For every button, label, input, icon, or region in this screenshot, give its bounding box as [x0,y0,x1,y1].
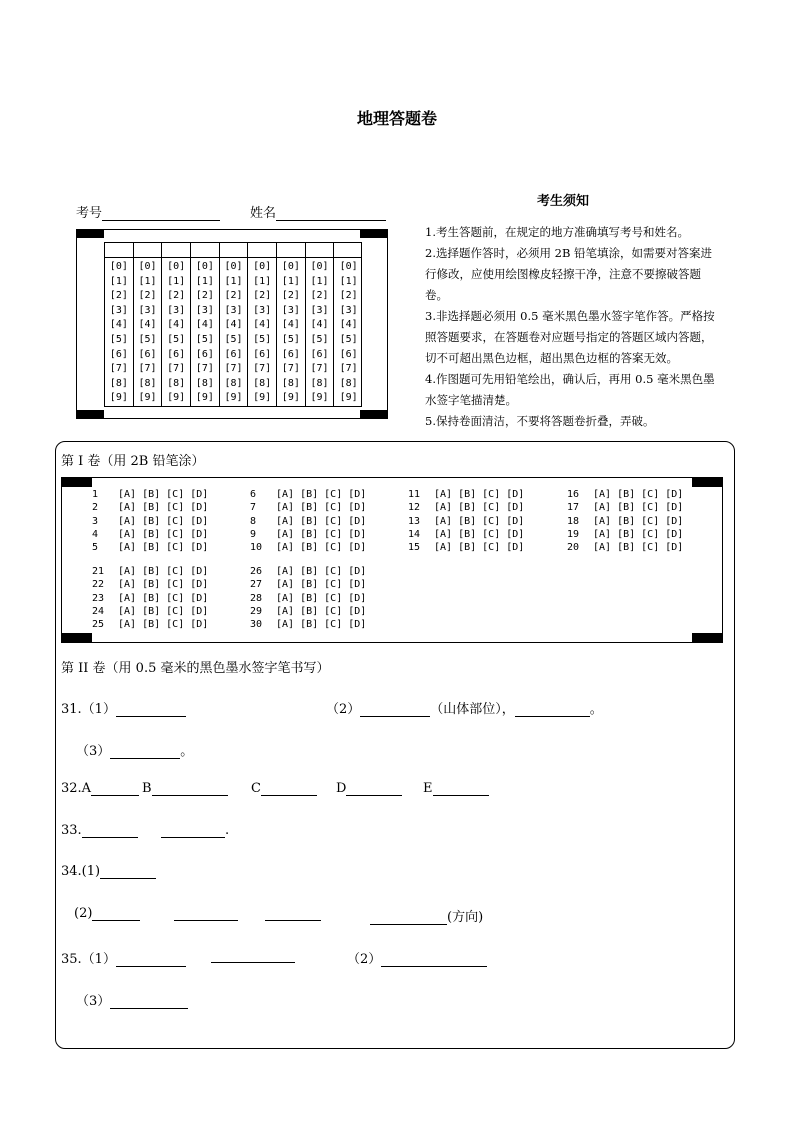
q32-e-label: E [423,781,433,796]
question-number: 4 [92,528,99,540]
option-bubbles[interactable]: [A] [B] [C] [D] [276,502,367,514]
punctuation: 。 [589,702,603,717]
q32-a-label: 32.A [61,781,92,796]
option-bubbles[interactable]: [A] [B] [C] [D] [118,489,209,500]
part1-label: 第 I 卷（用 2B 铅笔涂） [61,454,205,469]
digit-bubble[interactable]: [9] [109,392,128,404]
option-bubbles[interactable]: [A] [B] [C] [D] [276,619,367,631]
digit-bubble[interactable]: [8] [339,377,358,389]
q32-d-label: D [336,781,347,796]
choice-question[interactable] [92,528,208,541]
option-bubbles[interactable]: [A] [B] [C] [D] [434,489,525,500]
digit-bubble[interactable]: [0] [138,261,157,272]
choice-question[interactable] [408,501,524,514]
choice-question[interactable] [92,592,208,605]
choice-question[interactable] [567,541,683,554]
digit-bubble[interactable]: [9] [138,392,157,404]
q31-part2[interactable] [326,698,603,717]
digit-bubble[interactable]: [0] [281,261,300,272]
answer-blank[interactable] [116,702,186,717]
q31-part3[interactable] [76,740,193,759]
notice-item: 5.保持卷面清洁，不要将答题卷折叠，弄破。 [425,414,655,428]
digit-bubble[interactable]: [5] [109,334,128,345]
q31-2-label: （2） [326,702,361,717]
question-number: 25 [92,619,105,631]
digit-bubble[interactable]: [1] [339,275,358,287]
digit-bubble[interactable]: [2] [195,290,214,302]
digit-bubble[interactable]: [8] [195,377,214,389]
exam-number-underline[interactable] [102,206,220,221]
choice-question[interactable] [408,515,524,528]
question-number: 26 [250,566,263,577]
option-bubbles[interactable]: [A] [B] [C] [D] [276,528,367,540]
answer-blank[interactable] [381,952,487,967]
digit-bubble[interactable]: [5] [224,334,243,345]
question-number: 14 [408,528,421,540]
answer-blank[interactable] [161,823,225,838]
digit-bubble[interactable]: [8] [224,377,243,389]
exam-number-box [76,229,388,419]
name-underline[interactable] [276,206,386,221]
digit-bubble[interactable]: [4] [224,319,243,331]
choice-question[interactable] [250,515,366,528]
answer-blank[interactable] [360,702,430,717]
choice-question[interactable] [92,605,208,618]
q32-b[interactable] [142,781,228,796]
corner-mark [62,478,92,487]
digit-bubble[interactable]: [2] [310,290,329,302]
digit-bubble[interactable]: [2] [339,290,358,302]
exam-digit-column [306,243,335,406]
digit-bubble[interactable]: [3] [281,304,300,316]
digit-bubble[interactable]: [3] [195,304,214,316]
question-number: 7 [250,502,257,514]
name-field[interactable] [250,202,386,221]
choice-question[interactable] [567,501,683,514]
corner-mark [360,410,387,418]
question-number: 22 [92,579,105,591]
direction-hint: (方向) [447,910,484,925]
q32-e[interactable] [423,781,489,796]
option-bubbles[interactable]: [A] [B] [C] [D] [276,605,367,617]
digit-bubble[interactable]: [5] [310,334,329,345]
digit-bubble[interactable]: [3] [339,304,358,316]
digit-bubble[interactable]: [2] [109,290,128,302]
digit-bubble[interactable]: [5] [167,334,186,345]
question-number: 10 [250,542,263,554]
answer-blank[interactable] [261,781,317,796]
digit-bubble[interactable]: [0] [167,261,186,272]
answer-blank[interactable] [265,906,321,921]
option-bubbles[interactable]: [A] [B] [C] [D] [276,489,367,500]
question-number: 30 [250,619,263,631]
choice-question[interactable] [250,565,366,578]
option-bubbles[interactable]: [A] [B] [C] [D] [276,579,367,591]
q35-2-label: （2） [347,952,382,967]
digit-bubble[interactable]: [7] [281,363,300,375]
question-number: 1 [92,489,99,500]
punctuation: . [225,823,230,838]
digit-bubble[interactable]: [9] [195,392,214,404]
digit-bubble[interactable]: [6] [310,348,329,360]
answer-blank[interactable] [346,781,402,796]
choice-question[interactable] [250,541,366,554]
notice-item: 1.考生答题前，在规定的地方准确填写考号和姓名。 [425,225,689,239]
digit-bubble[interactable]: [4] [281,319,300,331]
q35-part2[interactable] [347,948,487,967]
digit-bubble[interactable]: [4] [253,319,272,331]
digit-bubble[interactable]: [6] [167,348,186,360]
q31-3-label: （3） [76,744,111,759]
exam-digit-column [162,243,191,406]
digit-bubble[interactable]: [0] [224,261,243,272]
digit-bubble[interactable]: [5] [281,334,300,345]
digit-bubble[interactable]: [0] [339,261,358,272]
option-bubbles[interactable]: [A] [B] [C] [D] [118,502,209,514]
punctuation: 。 [180,744,194,759]
digit-bubble[interactable]: [6] [195,348,214,360]
digit-bubble[interactable]: [8] [109,377,128,389]
digit-bubble[interactable]: [4] [310,319,329,331]
option-bubbles[interactable]: [A] [B] [C] [D] [118,592,209,604]
digit-bubble[interactable]: [6] [138,348,157,360]
option-bubbles[interactable]: [A] [B] [C] [D] [593,528,684,540]
notice-title: 考生须知 [536,194,589,209]
corner-mark [692,478,722,487]
question-number: 9 [250,528,257,540]
digit-bubble[interactable]: [1] [109,275,128,287]
choice-question[interactable] [92,488,208,501]
digit-bubble[interactable]: [6] [224,348,243,360]
answer-blank[interactable] [100,864,156,879]
option-bubbles[interactable]: [A] [B] [C] [D] [118,528,209,540]
digit-bubble[interactable]: [1] [253,275,272,287]
q35-blank-b[interactable] [211,948,295,963]
q34-2-label: (2) [74,906,93,921]
notice-item: 4.作图题可先用铅笔绘出，确认后，再用 0.5 毫米黑色墨水签字笔描清楚。 [425,372,715,407]
digit-bubble[interactable]: [7] [310,363,329,375]
digit-bubble[interactable]: [3] [109,304,128,316]
digit-bubble[interactable]: [7] [195,363,214,375]
digit-bubble[interactable]: [9] [281,392,300,404]
digit-bubble[interactable]: [0] [195,261,214,272]
digit-bubble[interactable]: [5] [195,334,214,345]
question-number: 20 [567,542,580,554]
question-number: 2 [92,502,99,514]
option-bubbles[interactable]: [A] [B] [C] [D] [118,566,209,577]
option-bubbles[interactable]: [A] [B] [C] [D] [118,605,209,617]
question-number: 12 [408,502,421,514]
digit-bubble[interactable]: [6] [253,348,272,360]
digit-bubble[interactable]: [9] [339,392,358,404]
option-bubbles[interactable]: [A] [B] [C] [D] [118,579,209,591]
digit-bubble[interactable]: [5] [138,334,157,345]
digit-bubble[interactable]: [1] [138,275,157,287]
option-bubbles[interactable]: [A] [B] [C] [D] [593,489,684,500]
digit-bubble[interactable]: [7] [109,363,128,375]
digit-bubble[interactable]: [7] [339,363,358,375]
q34-blank-c[interactable] [265,906,321,921]
digit-bubble[interactable]: [8] [253,377,272,389]
digit-bubble[interactable]: [1] [195,275,214,287]
digit-bubble[interactable]: [0] [253,261,272,272]
digit-bubble[interactable]: [9] [253,392,272,404]
choice-question[interactable] [250,592,366,605]
question-number: 8 [250,515,257,527]
exam-digit-column [248,243,277,406]
digit-bubble[interactable]: [8] [138,377,157,389]
question-number: 11 [408,489,421,500]
page-title: 地理答题卷 [356,109,437,128]
option-bubbles[interactable]: [A] [B] [C] [D] [434,528,525,540]
q34-blank-d[interactable] [370,906,483,925]
question-number: 23 [92,592,105,604]
choice-question[interactable] [250,528,366,541]
answer-blank[interactable] [370,910,447,925]
option-bubbles[interactable]: [A] [B] [C] [D] [276,566,367,577]
choice-question[interactable] [92,541,208,554]
question-number: 5 [92,542,99,554]
q33-2[interactable] [161,823,229,838]
digit-bubble[interactable]: [3] [310,304,329,316]
answer-blank[interactable] [110,744,180,759]
digit-bubble[interactable]: [7] [138,363,157,375]
corner-mark [77,230,104,238]
digit-bubble[interactable]: [4] [167,319,186,331]
digit-bubble[interactable]: [1] [224,275,243,287]
digit-bubble[interactable]: [8] [281,377,300,389]
answer-blank[interactable] [174,906,238,921]
choice-question[interactable] [92,565,208,578]
q32[interactable] [61,781,139,796]
q35-label: 35.（1） [61,952,116,967]
digit-bubble[interactable]: [0] [310,261,329,272]
q34-blank-b[interactable] [174,906,238,921]
digit-bubble[interactable]: [2] [281,290,300,302]
exam-digit-column [134,243,163,406]
exam-digit-column [220,243,249,406]
digit-bubble[interactable]: [7] [224,363,243,375]
exam-digit-column [277,243,306,406]
choice-question[interactable] [92,515,208,528]
choice-question[interactable] [92,578,208,591]
digit-bubble[interactable]: [1] [167,275,186,287]
option-bubbles[interactable]: [A] [B] [C] [D] [276,542,367,554]
question-number: 6 [250,489,257,500]
q35-part3[interactable] [76,990,188,1009]
answer-blank[interactable] [82,823,138,838]
choice-question[interactable] [250,618,366,631]
digit-bubble[interactable]: [5] [253,334,272,345]
question-number: 18 [567,515,580,527]
exam-number-grid [104,242,362,407]
name-label: 姓名 [250,206,277,221]
answer-blank[interactable] [116,952,186,967]
question-number: 21 [92,566,105,577]
q34-label: 34.(1) [61,864,101,879]
choice-question[interactable] [567,515,683,528]
option-bubbles[interactable]: [A] [B] [C] [D] [593,542,684,554]
exam-digit-column [191,243,220,406]
answer-blank[interactable] [152,781,228,796]
choice-question[interactable] [250,578,366,591]
option-bubbles[interactable]: [A] [B] [C] [D] [593,502,684,514]
q32-b-label: B [142,781,152,796]
option-bubbles[interactable]: [A] [B] [C] [D] [434,515,525,527]
answer-blank[interactable] [211,948,295,963]
answer-blank[interactable] [92,906,140,921]
q32-c-label: C [251,781,261,796]
exam-number-label: 考号 [76,206,103,221]
digit-bubble[interactable]: [6] [339,348,358,360]
question-number: 27 [250,579,263,591]
exam-digit-column [105,243,134,406]
corner-mark [62,633,92,642]
answer-blank[interactable] [515,702,590,717]
digit-bubble[interactable]: [3] [167,304,186,316]
digit-bubble[interactable]: [4] [138,319,157,331]
digit-bubble[interactable]: [2] [253,290,272,302]
notice-item: 2.选择题作答时，必须用 2B 铅笔填涂，如需要对答案进行修改，应使用绘图橡皮轻擦干净，注意不要擦破答题卷。 [425,246,713,302]
choice-question[interactable] [250,488,366,501]
digit-bubble[interactable]: [9] [310,392,329,404]
q33[interactable] [61,823,138,838]
notice-item: 3.非选择题必须用 0.5 毫米黑色墨水签字笔作答。严格按照答题要求，在答题卷对应题号指定的答题区域内答题，切不可超出黑色边框，超出黑色边框的答案无效。 [425,309,715,365]
q34-part1[interactable] [61,864,156,879]
choice-question[interactable] [92,501,208,514]
choice-question[interactable] [92,618,208,631]
choice-question[interactable] [408,541,524,554]
corner-mark [692,633,722,642]
corner-mark [360,230,387,238]
digit-bubble[interactable]: [3] [138,304,157,316]
q32-c[interactable] [251,781,317,796]
digit-bubble[interactable]: [2] [138,290,157,302]
exam-digit-column [334,243,363,406]
digit-bubble[interactable]: [0] [109,261,128,272]
digit-bubble[interactable]: [4] [339,319,358,331]
digit-bubble[interactable]: [7] [253,363,272,375]
digit-bubble[interactable]: [4] [109,319,128,331]
digit-bubble[interactable]: [6] [281,348,300,360]
question-number: 19 [567,528,580,540]
digit-bubble[interactable]: [8] [310,377,329,389]
question-number: 24 [92,605,105,617]
q35-3-label: （3） [76,994,111,1009]
part2-label: 第 II 卷（用 0.5 毫米的黑色墨水签字笔书写） [61,661,330,676]
q33-label: 33. [61,823,82,838]
choice-question[interactable] [250,501,366,514]
option-bubbles[interactable]: [A] [B] [C] [D] [118,542,209,554]
q31-label: 31.（1） [61,702,116,717]
option-bubbles[interactable]: [A] [B] [C] [D] [593,515,684,527]
notice-list [425,222,721,432]
digit-bubble[interactable]: [2] [224,290,243,302]
choice-question[interactable] [567,488,683,501]
q31-part1[interactable] [61,698,186,717]
question-number: 29 [250,605,263,617]
option-bubbles[interactable]: [A] [B] [C] [D] [276,515,367,527]
digit-bubble[interactable]: [9] [224,392,243,404]
question-number: 28 [250,592,263,604]
answer-blank[interactable] [433,781,489,796]
digit-bubble[interactable]: [6] [109,348,128,360]
digit-bubble[interactable]: [3] [253,304,272,316]
choice-question[interactable] [250,605,366,618]
option-bubbles[interactable]: [A] [B] [C] [D] [118,515,209,527]
option-bubbles[interactable]: [A] [B] [C] [D] [434,542,525,554]
question-number: 15 [408,542,421,554]
digit-bubble[interactable]: [3] [224,304,243,316]
choice-question[interactable] [567,528,683,541]
option-bubbles[interactable]: [A] [B] [C] [D] [118,619,209,631]
q31-hint: （山体部位）， [430,702,515,717]
answer-blank[interactable] [91,781,139,796]
digit-bubble[interactable]: [5] [339,334,358,345]
q35-part1[interactable] [61,948,186,967]
digit-bubble[interactable]: [4] [195,319,214,331]
digit-bubble[interactable]: [1] [281,275,300,287]
digit-bubble[interactable]: [8] [167,377,186,389]
choice-question[interactable] [408,528,524,541]
choice-answer-box [61,477,723,643]
answer-blank[interactable] [110,994,188,1009]
digit-bubble[interactable]: [2] [167,290,186,302]
digit-bubble[interactable]: [9] [167,392,186,404]
question-number: 16 [567,489,580,500]
choice-question[interactable] [408,488,524,501]
corner-mark [77,410,104,418]
q32-d[interactable] [336,781,402,796]
digit-bubble[interactable]: [1] [310,275,329,287]
q34-part2[interactable] [74,906,140,921]
option-bubbles[interactable]: [A] [B] [C] [D] [276,592,367,604]
exam-number-field[interactable] [76,202,220,221]
question-number: 3 [92,515,99,527]
option-bubbles[interactable]: [A] [B] [C] [D] [434,502,525,514]
question-number: 13 [408,515,421,527]
digit-bubble[interactable]: [7] [167,363,186,375]
question-number: 17 [567,502,580,514]
